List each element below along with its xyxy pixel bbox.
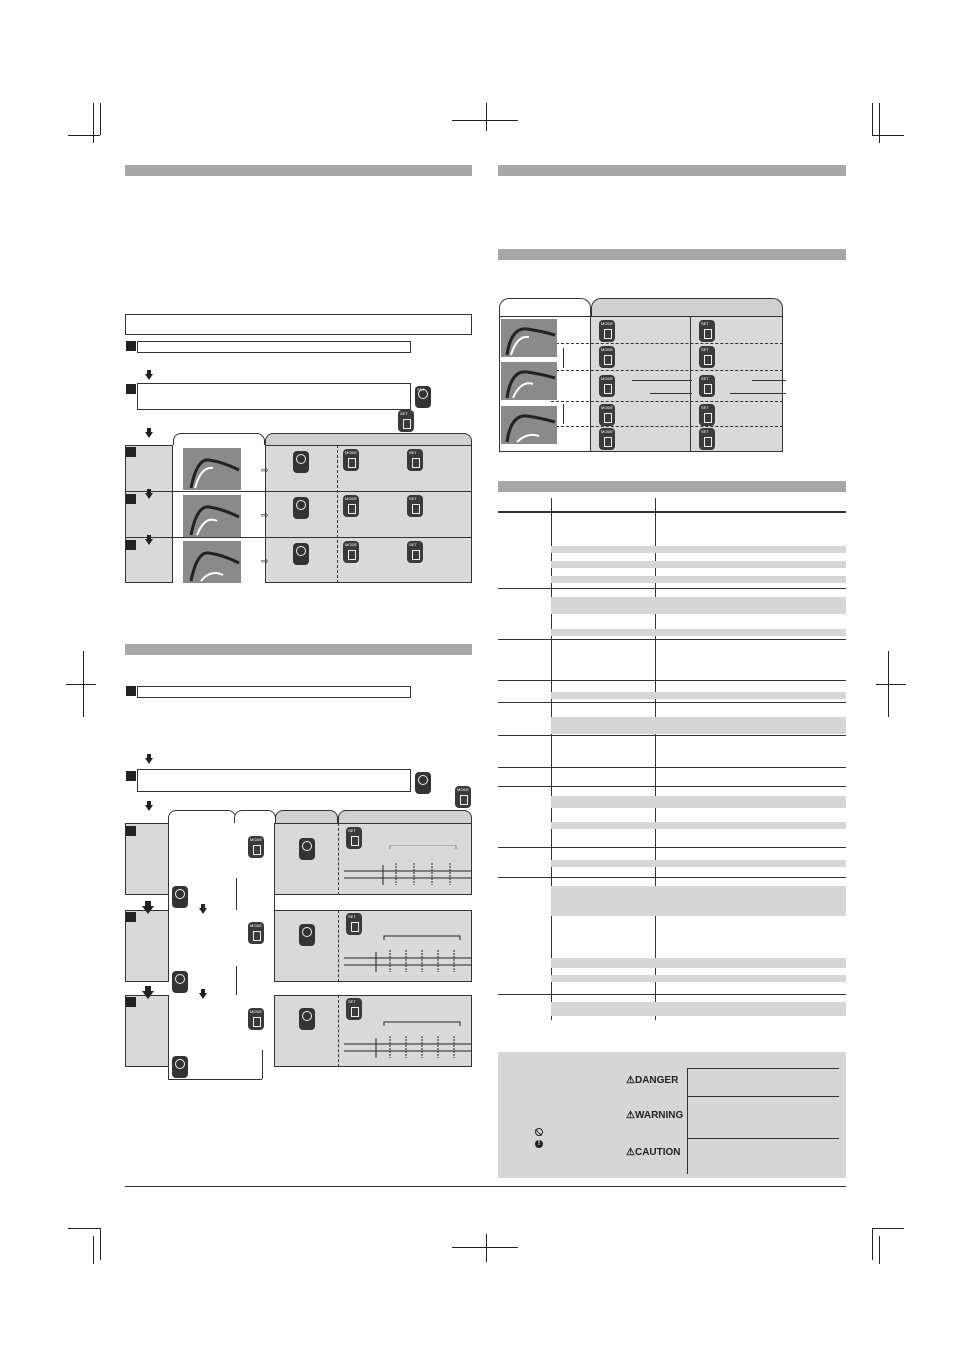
section-header-bar-1: [125, 165, 472, 176]
mode-button-icon: MODE: [455, 786, 471, 808]
down-arrow-icon: [145, 374, 153, 380]
footer-rule: [125, 1186, 846, 1187]
caution-label: ⚠CAUTION: [626, 1147, 681, 1158]
clamp-half-image: [183, 495, 241, 537]
clamp-closed-image: [183, 541, 241, 583]
safety-symbols-box: [498, 1052, 846, 1178]
step-number-2: [126, 384, 136, 394]
alert-triangle-icon: ⚠: [626, 1110, 635, 1121]
section-header-bar-4: [498, 249, 846, 260]
danger-label: ⚠DANGER: [626, 1075, 679, 1086]
down-arrow-icon: [145, 758, 153, 764]
step-box-1: [137, 341, 411, 353]
clamp-image: [501, 362, 557, 400]
clamp-open-image: [183, 448, 241, 490]
step-number-1: [126, 341, 136, 351]
prohibition-icon: [535, 1128, 543, 1136]
set-button-icon: [415, 772, 431, 794]
alert-triangle-icon: ⚠: [626, 1075, 635, 1086]
mandatory-icon: !: [535, 1140, 543, 1148]
down-arrow-icon: [145, 432, 153, 438]
down-arrow-icon: [145, 805, 153, 811]
step-box-1: [137, 686, 411, 698]
step-box-2: [137, 383, 411, 410]
section-header-bar-2: [125, 644, 472, 655]
set-button-icon: SET: [415, 386, 431, 408]
clamp-image: [501, 319, 557, 357]
step-number-1: [126, 686, 136, 696]
step-number-2: [126, 771, 136, 781]
section-header-bar-5: [498, 481, 846, 492]
alert-triangle-icon: ⚠: [626, 1147, 635, 1158]
clamp-image: [501, 406, 557, 444]
warning-label: ⚠WARNING: [626, 1110, 684, 1121]
set-button-icon: SET: [398, 410, 414, 432]
step-box-2: [137, 769, 411, 792]
section-header-bar-3: [498, 165, 846, 176]
procedure-box: [125, 314, 472, 335]
